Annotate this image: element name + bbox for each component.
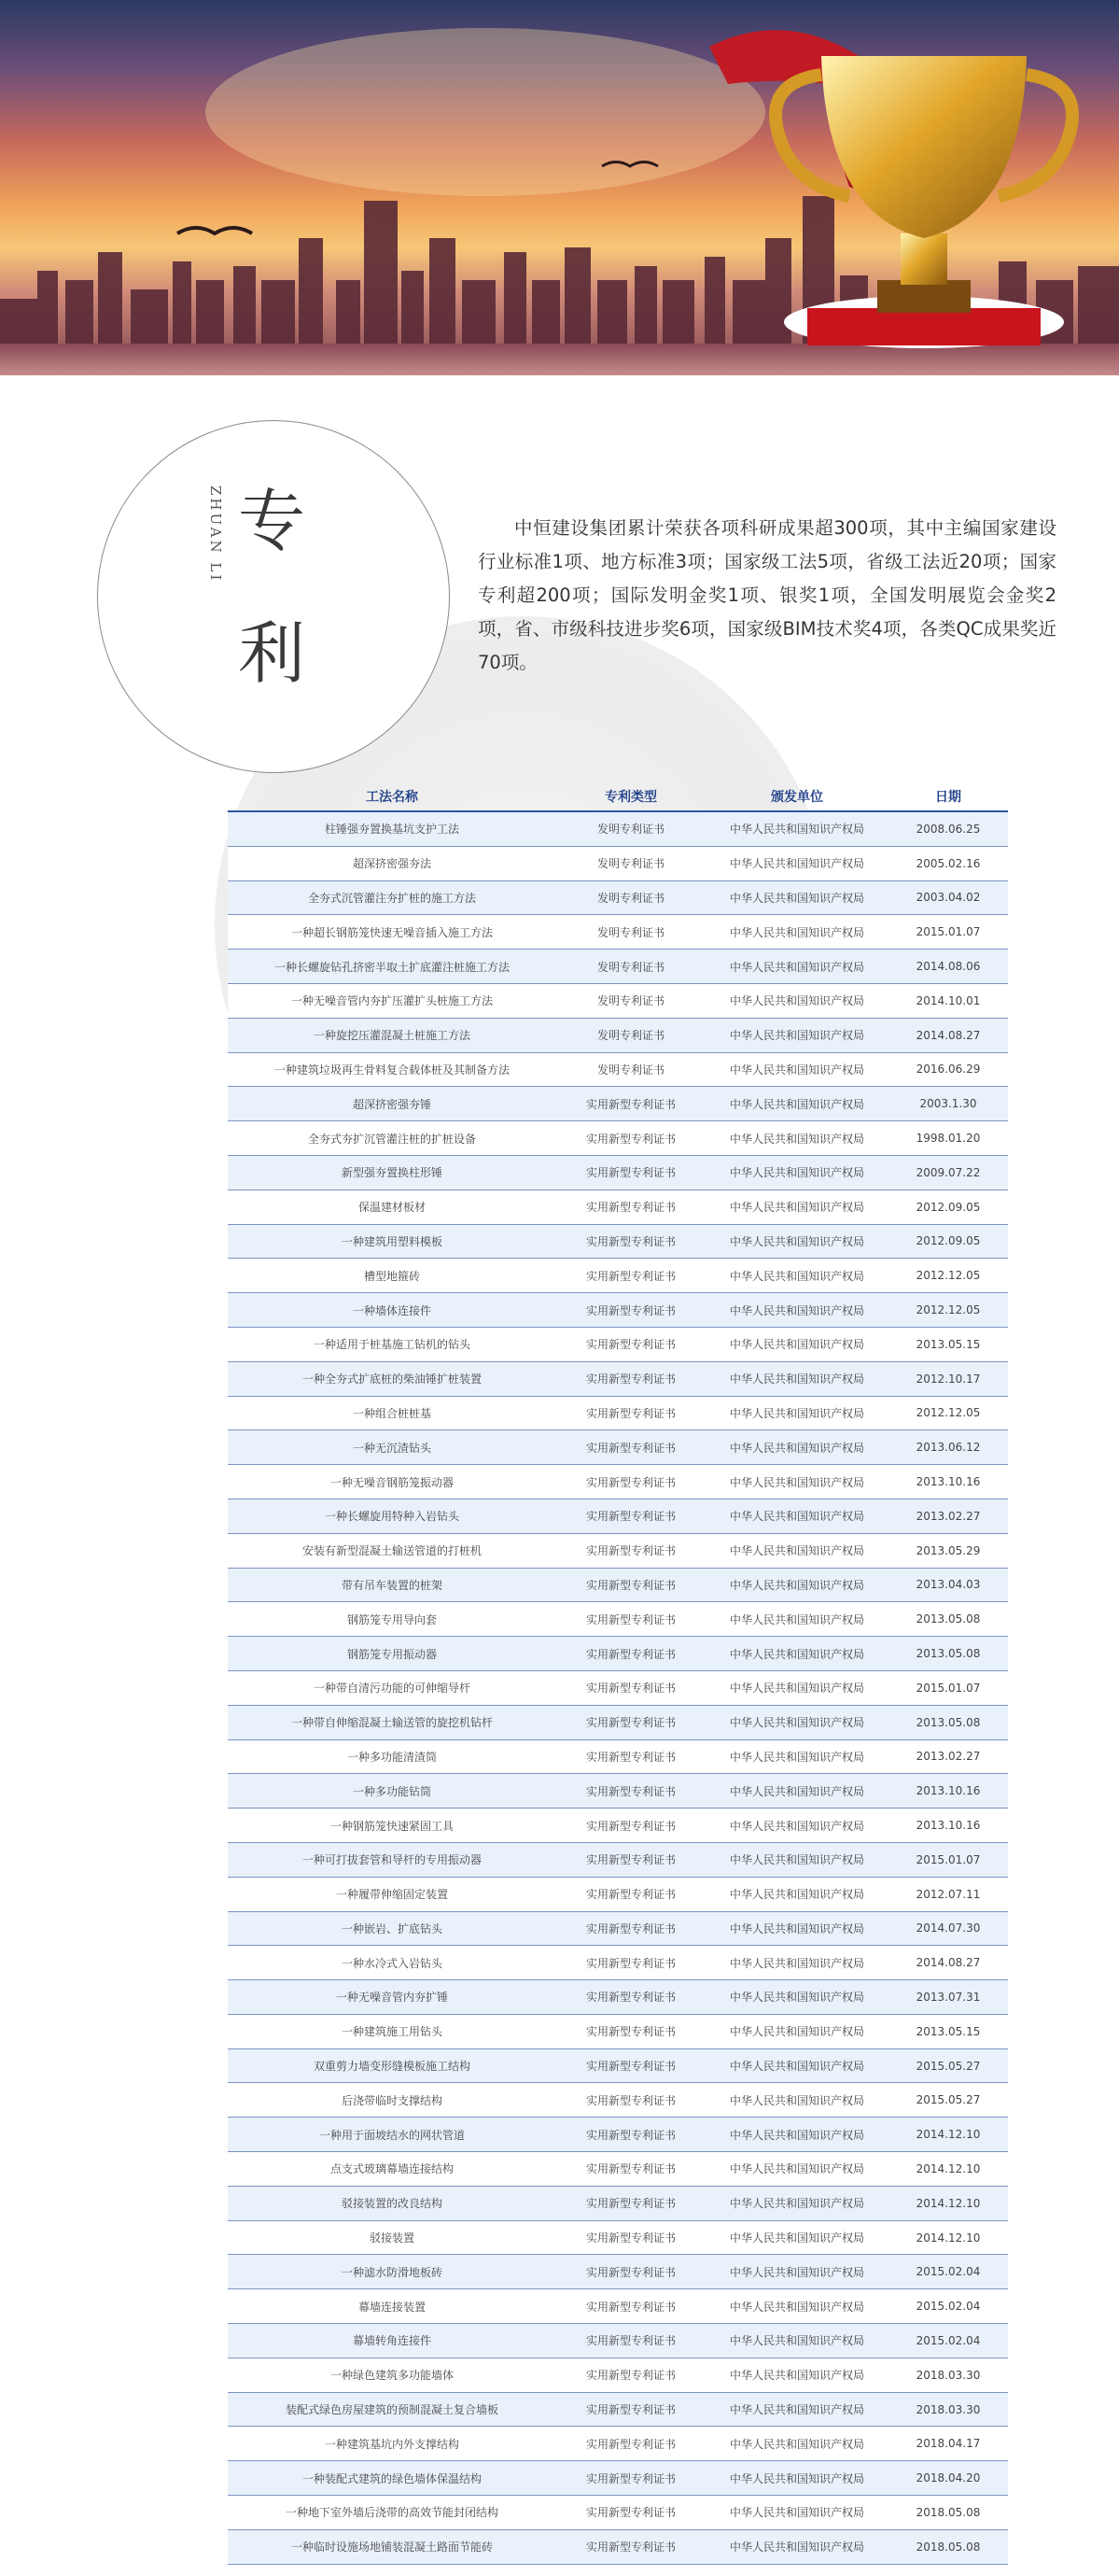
cell-name: 一种装配式建筑的绿色墙体保温结构 xyxy=(301,2471,482,2485)
title-char-zhuan: 专 xyxy=(237,482,305,560)
cell-issuer: 中华人民共和国知识产权局 xyxy=(729,2403,864,2417)
cell-name: 驳接装置 xyxy=(369,2231,414,2245)
table-row xyxy=(228,2015,1008,2049)
table-row xyxy=(228,847,1008,881)
table-row xyxy=(228,1087,1008,1121)
cell-issuer: 中华人民共和国知识产权局 xyxy=(729,2300,864,2314)
cell-type: 实用新型专利证书 xyxy=(585,1372,676,1387)
cell-type: 实用新型专利证书 xyxy=(585,1269,676,1283)
cell-issuer: 中华人民共和国知识产权局 xyxy=(729,1303,864,1317)
cell-type: 实用新型专利证书 xyxy=(585,1819,676,1833)
table-row xyxy=(228,2049,1008,2084)
cell-name: 一种钢筋笼快速紧固工具 xyxy=(329,1819,454,1833)
table-row xyxy=(228,1912,1008,1947)
cell-issuer: 中华人民共和国知识产权局 xyxy=(729,925,864,939)
cell-name: 点支式玻璃幕墙连接结构 xyxy=(329,2162,454,2176)
cell-name: 一种多功能钻筒 xyxy=(352,1784,431,1798)
cell-name: 全夯式夯扩沉管灌注桩的扩桩设备 xyxy=(307,1132,476,1146)
table-row xyxy=(228,881,1008,916)
cell-date: 2013.05.15 xyxy=(916,2024,981,2038)
cell-date: 2009.07.22 xyxy=(916,1165,981,1179)
title-char-li: 利 xyxy=(237,614,305,693)
cell-date: 2018.03.30 xyxy=(916,2368,981,2382)
cell-issuer: 中华人民共和国知识产权局 xyxy=(729,1784,864,1798)
cell-type: 实用新型专利证书 xyxy=(585,1716,676,1730)
cell-issuer: 中华人民共和国知识产权局 xyxy=(729,1956,864,1970)
table-row xyxy=(228,1499,1008,1534)
cell-date: 2012.12.05 xyxy=(916,1406,981,1420)
cell-type: 实用新型专利证书 xyxy=(585,1132,676,1146)
cell-issuer: 中华人民共和国知识产权局 xyxy=(729,1682,864,1696)
cell-type: 实用新型专利证书 xyxy=(585,1750,676,1764)
cell-issuer: 中华人民共和国知识产权局 xyxy=(729,2334,864,2348)
cell-name: 一种旋挖压灌混凝土桩施工方法 xyxy=(313,1029,470,1043)
cell-date: 2014.08.27 xyxy=(916,1956,981,1970)
table-row xyxy=(228,1190,1008,1225)
table-row xyxy=(228,950,1008,984)
cell-name: 安装有新型混凝土输送管道的打桩机 xyxy=(301,1544,482,1558)
cell-issuer: 中华人民共和国知识产权局 xyxy=(729,1406,864,1420)
header-issuer: 颁发单位 xyxy=(771,790,823,805)
cell-issuer: 中华人民共和国知识产权局 xyxy=(729,2265,864,2279)
cell-date: 2003.04.02 xyxy=(916,891,981,905)
cell-type: 实用新型专利证书 xyxy=(585,1441,676,1455)
cell-date: 2014.08.27 xyxy=(916,1028,981,1042)
cell-name: 一种建筑基坑内外支撑结构 xyxy=(324,2437,459,2451)
cell-type: 发明专利证书 xyxy=(596,823,664,837)
cell-issuer: 中华人民共和国知识产权局 xyxy=(729,2231,864,2245)
cell-date: 2014.12.10 xyxy=(916,2128,981,2142)
cell-issuer: 中华人民共和国知识产权局 xyxy=(729,2506,864,2520)
cell-date: 2012.10.17 xyxy=(916,1372,981,1386)
cell-issuer: 中华人民共和国知识产权局 xyxy=(729,960,864,974)
cell-type: 实用新型专利证书 xyxy=(585,1544,676,1558)
cell-issuer: 中华人民共和国知识产权局 xyxy=(729,1647,864,1661)
cell-date: 2013.07.31 xyxy=(916,1990,981,2004)
cell-name: 一种适用于桩基施工钻机的钻头 xyxy=(313,1338,470,1352)
cell-issuer: 中华人民共和国知识产权局 xyxy=(729,2025,864,2039)
cell-issuer: 中华人民共和国知识产权局 xyxy=(729,1166,864,1180)
cell-issuer: 中华人民共和国知识产权局 xyxy=(729,1234,864,1248)
cell-type: 实用新型专利证书 xyxy=(585,1991,676,2005)
cell-date: 2013.02.27 xyxy=(916,1509,981,1523)
cell-type: 发明专利证书 xyxy=(596,925,664,939)
cell-issuer: 中华人民共和国知识产权局 xyxy=(729,1029,864,1043)
table-header xyxy=(228,782,1008,810)
cell-name: 一种临时设施场地铺装混凝土路面节能砖 xyxy=(290,2541,493,2555)
cell-type: 实用新型专利证书 xyxy=(585,1853,676,1867)
cell-date: 2018.03.30 xyxy=(916,2402,981,2416)
table-row xyxy=(228,1843,1008,1878)
cell-type: 实用新型专利证书 xyxy=(585,2471,676,2485)
cell-date: 2015.01.07 xyxy=(916,1852,981,1866)
cell-type: 实用新型专利证书 xyxy=(585,1612,676,1626)
table-row xyxy=(228,812,1008,847)
table-row xyxy=(228,1465,1008,1499)
cell-date: 2015.01.07 xyxy=(916,925,981,939)
cell-date: 2014.12.10 xyxy=(916,2196,981,2210)
table-row xyxy=(228,1980,1008,2015)
cell-type: 实用新型专利证书 xyxy=(585,1510,676,1524)
table-row xyxy=(228,1259,1008,1293)
cell-type: 实用新型专利证书 xyxy=(585,1166,676,1180)
table-row xyxy=(228,1362,1008,1397)
table-row xyxy=(228,1397,1008,1431)
cell-name: 一种无噪音管内夯扩锤 xyxy=(335,1991,448,2005)
cell-name: 一种多功能清渣筒 xyxy=(346,1750,437,1764)
table-row xyxy=(228,1328,1008,1362)
cell-date: 2003.1.30 xyxy=(919,1097,977,1111)
cell-name: 一种无噪音钢筋笼振动器 xyxy=(329,1475,454,1489)
cell-type: 发明专利证书 xyxy=(596,857,664,871)
cell-issuer: 中华人民共和国知识产权局 xyxy=(729,2197,864,2211)
cell-date: 2013.05.08 xyxy=(916,1647,981,1661)
cell-issuer: 中华人民共和国知识产权局 xyxy=(729,891,864,905)
cell-name: 一种滤水防滑地板砖 xyxy=(341,2265,442,2279)
cell-issuer: 中华人民共和国知识产权局 xyxy=(729,1097,864,1111)
title-circle xyxy=(97,420,450,773)
cell-date: 2013.10.16 xyxy=(916,1819,981,1832)
table-row xyxy=(228,2324,1008,2358)
hero-banner xyxy=(0,0,1119,375)
cell-issuer: 中华人民共和国知识产权局 xyxy=(729,1372,864,1387)
table-row xyxy=(228,2530,1008,2565)
cell-type: 实用新型专利证书 xyxy=(585,1201,676,1215)
cell-date: 2012.09.05 xyxy=(916,1200,981,1214)
cell-type: 实用新型专利证书 xyxy=(585,1682,676,1696)
cell-date: 2016.06.29 xyxy=(916,1063,981,1077)
cell-date: 2018.04.17 xyxy=(916,2437,981,2451)
cell-issuer: 中华人民共和国知识产权局 xyxy=(729,1578,864,1592)
cell-name: 全夯式沉管灌注夯扩桩的施工方法 xyxy=(307,891,476,905)
cell-type: 实用新型专利证书 xyxy=(585,1234,676,1248)
table-row xyxy=(228,1740,1008,1775)
table-row xyxy=(228,2118,1008,2152)
cell-date: 2013.05.29 xyxy=(916,1543,981,1557)
table-row xyxy=(228,1534,1008,1569)
cell-name: 新型强夯置换柱形锤 xyxy=(341,1166,442,1180)
cell-type: 实用新型专利证书 xyxy=(585,2060,676,2074)
cell-date: 2013.10.16 xyxy=(916,1475,981,1489)
cell-issuer: 中华人民共和国知识产权局 xyxy=(729,1991,864,2005)
cell-date: 2005.02.16 xyxy=(916,856,981,870)
cell-type: 发明专利证书 xyxy=(596,891,664,905)
cell-type: 实用新型专利证书 xyxy=(585,1921,676,1936)
cell-issuer: 中华人民共和国知识产权局 xyxy=(729,2128,864,2142)
table-row xyxy=(228,984,1008,1019)
cell-date: 2015.02.04 xyxy=(916,2265,981,2279)
cell-name: 一种水冷式入岩钻头 xyxy=(341,1956,442,1970)
cell-name: 槽型地箍砖 xyxy=(363,1269,420,1283)
cell-date: 2014.12.10 xyxy=(916,2161,981,2175)
table-row xyxy=(228,1156,1008,1190)
cell-name: 钢筋笼专用振动器 xyxy=(346,1647,437,1661)
cell-issuer: 中华人民共和国知识产权局 xyxy=(729,1853,864,1867)
cell-name: 一种建筑施工用钻头 xyxy=(341,2025,442,2039)
cell-type: 发明专利证书 xyxy=(596,994,664,1008)
cell-type: 发明专利证书 xyxy=(596,1029,664,1043)
cell-date: 2012.09.05 xyxy=(916,1234,981,1248)
cell-type: 实用新型专利证书 xyxy=(585,2300,676,2314)
cell-date: 2018.05.08 xyxy=(916,2540,981,2554)
intro-paragraph: 中恒建设集团累计荣获各项科研成果超300项，其中主编国家建设行业标准1项、地方标准3项；国家级工法5项，省级工法近20项；国家专利超200项；国际发明金奖1项、银奖1项，全国发明展览会金奖2项，省、市级科技进步奖6项，国家级BIM技术奖4项，各类QC成果奖近70项。 xyxy=(478,517,1056,673)
cell-name: 驳接装置的改良结构 xyxy=(341,2197,442,2211)
cell-type: 实用新型专利证书 xyxy=(585,2369,676,2383)
table-body xyxy=(228,810,1008,2565)
cell-name: 幕墙连接装置 xyxy=(357,2300,426,2314)
cell-issuer: 中华人民共和国知识产权局 xyxy=(729,1888,864,1902)
table-row xyxy=(228,1637,1008,1671)
cell-name: 一种履带伸缩固定装置 xyxy=(335,1888,448,1902)
cell-issuer: 中华人民共和国知识产权局 xyxy=(729,823,864,837)
cell-type: 实用新型专利证书 xyxy=(585,2403,676,2417)
cell-type: 实用新型专利证书 xyxy=(585,2197,676,2211)
cell-name: 一种绿色建筑多功能墙体 xyxy=(329,2369,454,2383)
table-row xyxy=(228,2187,1008,2221)
table-row xyxy=(228,2427,1008,2461)
cell-name: 一种长螺旋用特种入岩钻头 xyxy=(324,1510,459,1524)
cell-issuer: 中华人民共和国知识产权局 xyxy=(729,994,864,1008)
table-row xyxy=(228,1019,1008,1053)
cell-name: 保温建材板材 xyxy=(357,1201,426,1215)
cell-type: 实用新型专利证书 xyxy=(585,2437,676,2451)
cell-date: 2013.05.08 xyxy=(916,1715,981,1729)
cell-type: 实用新型专利证书 xyxy=(585,2128,676,2142)
cell-date: 2013.04.03 xyxy=(916,1578,981,1592)
cell-issuer: 中华人民共和国知识产权局 xyxy=(729,2471,864,2485)
cell-issuer: 中华人民共和国知识产权局 xyxy=(729,1716,864,1730)
cell-issuer: 中华人民共和国知识产权局 xyxy=(729,857,864,871)
table-row xyxy=(228,915,1008,950)
table-row xyxy=(228,2152,1008,2187)
cell-issuer: 中华人民共和国知识产权局 xyxy=(729,1441,864,1455)
cell-date: 2014.10.01 xyxy=(916,993,981,1007)
cell-date: 2014.07.30 xyxy=(916,1921,981,1936)
cell-issuer: 中华人民共和国知识产权局 xyxy=(729,1544,864,1558)
cell-issuer: 中华人民共和国知识产权局 xyxy=(729,2369,864,2383)
cell-issuer: 中华人民共和国知识产权局 xyxy=(729,1269,864,1283)
city-trophy-illustration xyxy=(0,0,1119,375)
cell-name: 一种地下室外墙后浇带的高效节能封闭结构 xyxy=(285,2506,498,2520)
cell-name: 一种长螺旋钻孔挤密半取土扩底灌注桩施工方法 xyxy=(273,960,510,974)
cell-name: 超深挤密强夯锤 xyxy=(352,1097,431,1111)
table-row xyxy=(228,1878,1008,1912)
table-row xyxy=(228,1121,1008,1156)
cell-date: 2015.05.27 xyxy=(916,2059,981,2073)
cell-name: 装配式绿色房屋建筑的预制混凝土复合墙板 xyxy=(285,2403,498,2417)
table-row xyxy=(228,1809,1008,1843)
table-row xyxy=(228,2083,1008,2118)
cell-type: 实用新型专利证书 xyxy=(585,2025,676,2039)
table-row xyxy=(228,1946,1008,1980)
cell-issuer: 中华人民共和国知识产权局 xyxy=(729,1132,864,1146)
cell-date: 2015.02.04 xyxy=(916,2300,981,2314)
cell-date: 2013.06.12 xyxy=(916,1441,981,1455)
cell-issuer: 中华人民共和国知识产权局 xyxy=(729,1750,864,1764)
cell-type: 发明专利证书 xyxy=(596,960,664,974)
table-row xyxy=(228,1430,1008,1465)
table-row xyxy=(228,1053,1008,1088)
cell-type: 实用新型专利证书 xyxy=(585,2231,676,2245)
cell-name: 双重剪力墙变形缝模板施工结构 xyxy=(313,2060,470,2074)
title-pinyin: ZHUAN LI xyxy=(207,486,224,584)
cell-name: 带有吊车装置的桩架 xyxy=(341,1578,442,1592)
table-row xyxy=(228,1293,1008,1328)
table-row xyxy=(228,1706,1008,1740)
cell-issuer: 中华人民共和国知识产权局 xyxy=(729,2060,864,2074)
cell-date: 2015.02.04 xyxy=(916,2333,981,2347)
cell-date: 2013.10.16 xyxy=(916,1784,981,1798)
cell-name: 一种建筑垃圾再生骨料复合载体桩及其制备方法 xyxy=(273,1063,510,1077)
cell-name: 一种带自清污功能的可伸缩导杆 xyxy=(313,1682,470,1696)
cell-type: 实用新型专利证书 xyxy=(585,1578,676,1592)
table-row xyxy=(228,1602,1008,1637)
table-row xyxy=(228,1569,1008,1603)
cell-name: 一种全夯式扩底桩的柴油锤扩桩装置 xyxy=(301,1372,482,1387)
cell-issuer: 中华人民共和国知识产权局 xyxy=(729,1063,864,1077)
cell-type: 实用新型专利证书 xyxy=(585,1956,676,1970)
patent-table xyxy=(228,782,1008,2565)
cell-type: 发明专利证书 xyxy=(596,1063,664,1077)
cell-name: 一种可打拔套管和导杆的专用振动器 xyxy=(301,1853,482,1867)
cell-type: 实用新型专利证书 xyxy=(585,2541,676,2555)
cell-type: 实用新型专利证书 xyxy=(585,1888,676,1902)
cell-date: 2013.05.08 xyxy=(916,1612,981,1626)
table-row xyxy=(228,1774,1008,1809)
cell-type: 实用新型专利证书 xyxy=(585,1647,676,1661)
cell-type: 实用新型专利证书 xyxy=(585,2265,676,2279)
table-row xyxy=(228,1225,1008,1260)
table-row xyxy=(228,2221,1008,2256)
cell-issuer: 中华人民共和国知识产权局 xyxy=(729,2162,864,2176)
cell-name: 一种带自伸缩混凝土输送管的旋挖机钻杆 xyxy=(290,1716,493,1730)
cell-issuer: 中华人民共和国知识产权局 xyxy=(729,1819,864,1833)
cell-issuer: 中华人民共和国知识产权局 xyxy=(729,2093,864,2107)
table-row xyxy=(228,2358,1008,2393)
cell-name: 一种用于面坡结水的网状管道 xyxy=(318,2128,465,2142)
cell-date: 2013.02.27 xyxy=(916,1750,981,1764)
cell-type: 实用新型专利证书 xyxy=(585,2506,676,2520)
cell-date: 2015.05.27 xyxy=(916,2093,981,2107)
cell-type: 实用新型专利证书 xyxy=(585,2334,676,2348)
cell-date: 2018.04.20 xyxy=(916,2471,981,2485)
cell-name: 一种组合桩桩基 xyxy=(352,1406,431,1420)
header-date: 日期 xyxy=(935,790,961,805)
cell-date: 2013.05.15 xyxy=(916,1337,981,1351)
cell-name: 一种嵌岩、扩底钻头 xyxy=(341,1921,442,1936)
table-row xyxy=(228,2289,1008,2324)
cell-issuer: 中华人民共和国知识产权局 xyxy=(729,1510,864,1524)
cell-type: 实用新型专利证书 xyxy=(585,1338,676,1352)
table-row xyxy=(228,2461,1008,2496)
cell-date: 2018.05.08 xyxy=(916,2505,981,2519)
cell-name: 幕墙转角连接件 xyxy=(352,2334,431,2348)
cell-date: 2012.07.11 xyxy=(916,1887,981,1901)
cell-issuer: 中华人民共和国知识产权局 xyxy=(729,1612,864,1626)
cell-issuer: 中华人民共和国知识产权局 xyxy=(729,2437,864,2451)
cell-name: 一种建筑用塑料模板 xyxy=(341,1234,442,1248)
table-row xyxy=(228,2496,1008,2530)
table-row xyxy=(228,2393,1008,2428)
cell-name: 一种无噪音管内夯扩压灌扩头桩施工方法 xyxy=(290,994,493,1008)
cell-name: 后浇带临时支撑结构 xyxy=(341,2093,442,2107)
cell-date: 2012.12.05 xyxy=(916,1303,981,1317)
cell-type: 实用新型专利证书 xyxy=(585,2093,676,2107)
cell-issuer: 中华人民共和国知识产权局 xyxy=(729,1921,864,1936)
cell-issuer: 中华人民共和国知识产权局 xyxy=(729,1201,864,1215)
cell-date: 2008.06.25 xyxy=(916,822,981,836)
cell-type: 实用新型专利证书 xyxy=(585,1784,676,1798)
cell-type: 实用新型专利证书 xyxy=(585,1097,676,1111)
table-row xyxy=(228,2255,1008,2289)
cell-issuer: 中华人民共和国知识产权局 xyxy=(729,1475,864,1489)
cell-name: 一种墙体连接件 xyxy=(352,1303,431,1317)
cell-type: 实用新型专利证书 xyxy=(585,1406,676,1420)
cell-type: 实用新型专利证书 xyxy=(585,1303,676,1317)
cell-issuer: 中华人民共和国知识产权局 xyxy=(729,1338,864,1352)
cell-issuer: 中华人民共和国知识产权局 xyxy=(729,2541,864,2555)
table-row xyxy=(228,1671,1008,1706)
header-name: 工法名称 xyxy=(366,790,418,805)
cell-type: 实用新型专利证书 xyxy=(585,1475,676,1489)
cell-date: 2014.08.06 xyxy=(916,960,981,974)
cell-date: 2015.01.07 xyxy=(916,1681,981,1695)
cell-name: 一种超长钢筋笼快速无噪音插入施工方法 xyxy=(290,925,493,939)
cell-date: 2012.12.05 xyxy=(916,1269,981,1283)
cell-name: 一种无沉渣钻头 xyxy=(352,1441,431,1455)
cell-type: 实用新型专利证书 xyxy=(585,2162,676,2176)
cell-name: 超深挤密强夯法 xyxy=(352,857,431,871)
cell-name: 钢筋笼专用导向套 xyxy=(346,1612,437,1626)
cell-name: 柱锤强夯置换基坑支护工法 xyxy=(324,823,459,837)
cell-date: 2014.12.10 xyxy=(916,2231,981,2245)
header-type: 专利类型 xyxy=(605,790,657,805)
cell-date: 1998.01.20 xyxy=(916,1132,981,1146)
